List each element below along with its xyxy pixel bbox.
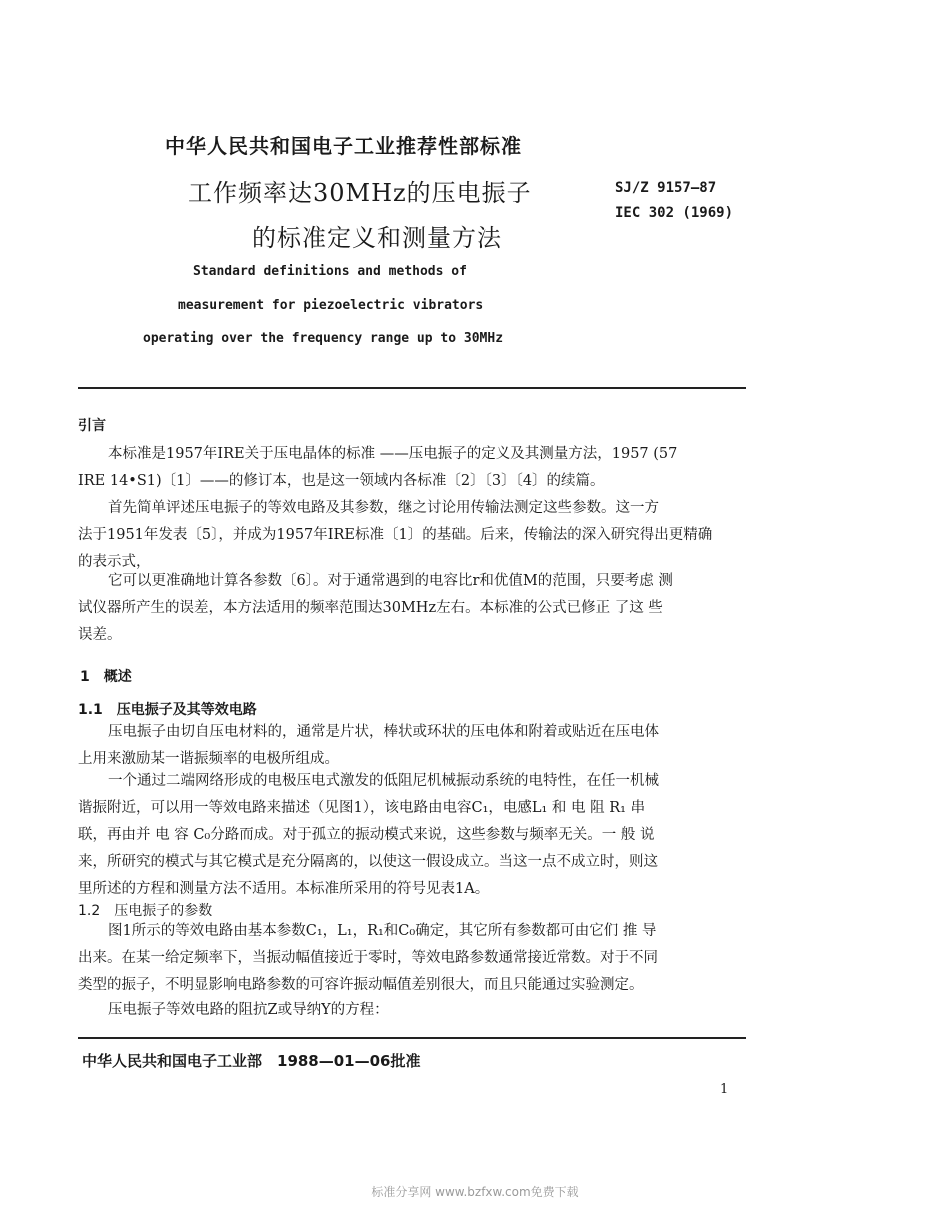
iec-code: IEC 302 (1969) bbox=[615, 205, 734, 221]
standard-code: SJ/Z 9157—87 bbox=[615, 180, 717, 196]
english-title-line1: Standard definitions and methods of bbox=[193, 264, 467, 279]
document-title-line1: 工作频率达30MHz的压电振子 bbox=[188, 179, 532, 207]
section-1-1-paragraph-1 bbox=[78, 719, 748, 773]
section-1-heading: 1 概述 bbox=[80, 669, 132, 685]
document-title-line2: 的标准定义和测量方法 bbox=[252, 224, 502, 252]
section-1-2-paragraph-1 bbox=[78, 918, 748, 999]
page-number: 1 bbox=[720, 1082, 729, 1097]
intro-heading: 引言 bbox=[78, 418, 106, 434]
text-line: 来，所研究的模式与其它模式是充分隔离的，以使这一假设成立。当这一点不成立时，则这 bbox=[78, 854, 658, 870]
watermark: 标准分享网 www.bzfxw.com免费下载 bbox=[371, 1185, 579, 1199]
section-1-1-paragraph-2 bbox=[78, 768, 748, 903]
text-line: 图1所示的等效电路由基本参数C₁，L₁，R₁和C₀确定，其它所有参数都可由它们 推 导 bbox=[108, 923, 657, 939]
text-line: 它可以更准确地计算各参数〔6〕。对于通常遇到的电容比r和优值M的范围，只要考虑 测 bbox=[108, 573, 673, 589]
approval-line: 中华人民共和国电子工业部 1988—01—06批准 bbox=[82, 1052, 421, 1070]
header-divider bbox=[78, 387, 746, 389]
standard-body-heading: 中华人民共和国电子工业推荐性部标准 bbox=[165, 134, 522, 158]
text-line: 试仪器所产生的误差，本方法适用的频率范围达30MHz左右。本标准的公式已修正 了这 些 bbox=[78, 600, 663, 616]
section-1-2-paragraph-2 bbox=[78, 997, 748, 1024]
text-line: IRE 14•S1)〔1〕——的修订本，也是这一领域内各标准〔2〕〔3〕〔4〕的续篇。 bbox=[78, 473, 605, 489]
section-1-2-heading: 1.2 压电振子的参数 bbox=[78, 903, 213, 919]
text-line: 上用来激励某一谐振频率的电极所组成。 bbox=[78, 751, 339, 767]
text-line: 法于1951年发表〔5〕，并成为1957年IRE标准〔1〕的基础。后来，传输法的深入研究得出更精确 bbox=[78, 527, 713, 543]
section-1-1-heading: 1.1 压电振子及其等效电路 bbox=[78, 702, 257, 718]
text-line: 首先简单评述压电振子的等效电路及其参数，继之讨论用传输法测定这些参数。这一方 bbox=[108, 500, 659, 516]
text-line: 联，再由并 电 容 C₀分路而成。对于孤立的振动模式来说，这些参数与频率无关。一 般 说 bbox=[78, 827, 655, 843]
text-line: 误差。 bbox=[78, 627, 122, 643]
footer-divider bbox=[78, 1037, 746, 1039]
text-line: 压电振子等效电路的阻抗Z或导纳Y的方程： bbox=[108, 1002, 389, 1018]
text-line: 类型的振子，不明显影响电路参数的可容许振动幅值差别很大，而且只能通过实验测定。 bbox=[78, 977, 644, 993]
intro-paragraph-2 bbox=[78, 495, 748, 576]
text-line: 谐振附近，可以用一等效电路来描述（见图1），该电路由电容C₁，电感L₁ 和 电 阻 R₁ 串 bbox=[78, 800, 646, 816]
intro-paragraph-1 bbox=[78, 441, 748, 495]
text-line: 的表示式， bbox=[78, 554, 151, 570]
english-title-line2: measurement for piezoelectric vibrators bbox=[178, 298, 484, 313]
text-line: 本标准是1957年IRE关于压电晶体的标准 ——压电振子的定义及其测量方法，1957 (57 bbox=[108, 446, 678, 462]
english-title-line3: operating over the frequency range up to 30MHz bbox=[143, 331, 504, 346]
intro-paragraph-3 bbox=[78, 568, 748, 649]
text-line: 压电振子由切自压电材料的，通常是片状，棒状或环状的压电体和附着或贴近在压电体 bbox=[108, 724, 659, 740]
text-line: 里所述的方程和测量方法不适用。本标准所采用的符号见表1A。 bbox=[78, 881, 490, 897]
text-line: 出来。在某一给定频率下，当振动幅值接近于零时，等效电路参数通常接近常数。对于不同 bbox=[78, 950, 658, 966]
text-line: 一个通过二端网络形成的电极压电式激发的低阻尼机械振动系统的电特性，在任一机械 bbox=[108, 773, 659, 789]
